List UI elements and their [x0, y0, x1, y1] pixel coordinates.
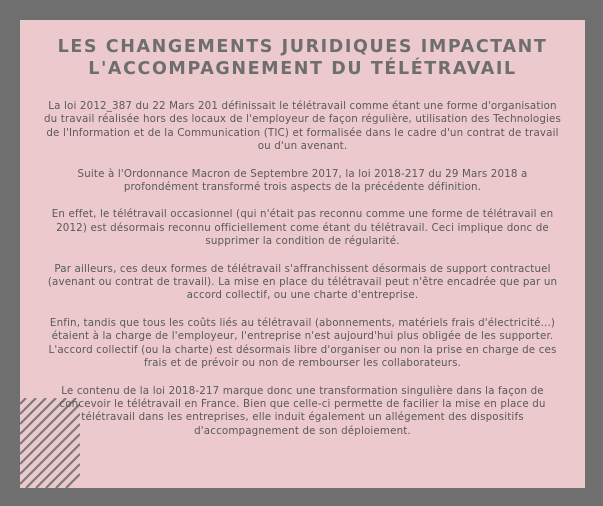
- page-title: [20, 36, 585, 80]
- paragraph-2: Suite à l'Ordonnance Macron de Septembre 2017, la loi 2018-217 du 29 Mars 2018 a profondément transformé trois aspects de la précédente définition.: [77, 167, 528, 194]
- paragraph-3: En effet, le télétravail occasionnel (qui n'était pas reconnu comme une forme de télétravail en 2012) est désormais reconnu officiellement come étant du télétravail. Ceci implique donc de supprimer la condition de régularité.: [51, 208, 554, 248]
- article-body: [42, 100, 563, 452]
- content-card: [20, 20, 585, 488]
- paragraph-1: La loi 2012_387 du 22 Mars 201 définissait le télétravail comme étant une forme d'organisation du travail réalisée hors des locaux de l'employeur de façon régulière, utilisation des Technologies de l'Information et de la Communication (TIC) et formalisée dans le cadre d'un contrat de travail ou d'un avenant.: [43, 100, 562, 153]
- paragraph-5: Enfin, tandis que tous les coûts liés au télétravail (abonnements, matériels frais d'électricité...) étaient à la charge de l'employeur, l'entreprise n'est aujourd'hui plus obligée de les supporter. L'accord collectif (ou la charte) est désormais libre d'organiser ou non la prise en charge de ces frais et de prévoir ou non de rembourser les collaborateurs.: [48, 316, 557, 370]
- title-line-1: LES CHANGEMENTS JURIDIQUES IMPACTANT: [57, 37, 548, 57]
- title-line-2: L'ACCOMPAGNEMENT DU TÉLÉTRAVAIL: [88, 59, 517, 79]
- paragraph-6: Le contenu de la loi 2018-217 marque donc une transformation singulière dans la façon de concevoir le télétravail en France. Bien que celle-ci permette de facilier la mise en place du télétravail dans les entreprises, elle induit également un allégement des dispositifs d'accompagnement de son déploiement.: [59, 384, 546, 437]
- paragraph-4: Par ailleurs, ces deux formes de télétravail s'affranchissent désormais de support contractuel (avenant ou contrat de travail). La mise en place du télétravail peut n'être encadrée que par un accord collectif, ou une charte d'entreprise.: [47, 262, 558, 302]
